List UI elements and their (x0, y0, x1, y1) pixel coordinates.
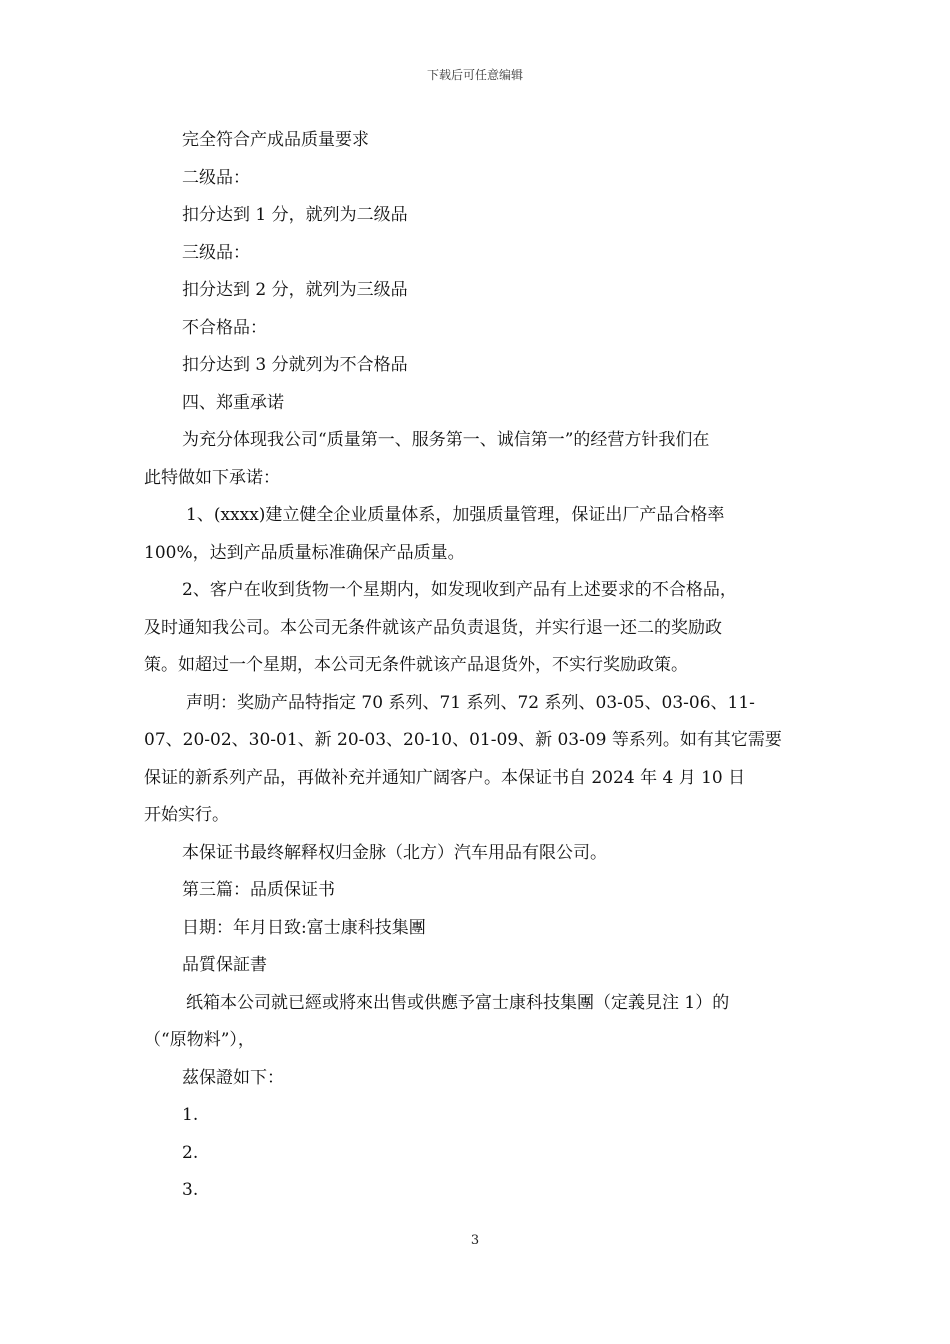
paragraph-line: 2、客户在收到货物一个星期内，如发现收到产品有上述要求的不合格品， (182, 580, 737, 600)
page-header-note: 下载后可任意编辑 (426, 68, 523, 82)
section-heading: 第三篇：品质保证书 (182, 880, 335, 900)
paragraph-line: 声明：奖励产品特指定 70 系列、71 系列、72 系列、03-05、03-06、11- (186, 692, 755, 713)
list-item: 1. (182, 1105, 199, 1125)
paragraph-line: 策。如超过一个星期，本公司无条件就该产品退货外，不实行奖励政策。 (144, 655, 688, 675)
section-heading: 品質保証書 (182, 955, 267, 975)
document-body (144, 122, 810, 1210)
paragraph-line: 完全符合产成品质量要求 (182, 130, 369, 150)
section-heading: 四、郑重承诺 (182, 392, 284, 413)
paragraph-line: （“原物料”）， (144, 1030, 255, 1050)
paragraph-line: 扣分达到 2 分，就列为三级品 (182, 280, 408, 300)
paragraph-line: 三级品： (182, 242, 250, 263)
list-item: 2. (182, 1142, 199, 1163)
list-item: 3. (182, 1180, 199, 1200)
paragraph-line: 本保证书最终解释权归金脉（北方）汽车用品有限公司。 (182, 842, 607, 863)
paragraph-line: 为充分体现我公司“质量第一、服务第一、诚信第一”的经营方针我们在 (182, 430, 710, 450)
paragraph-line: 1、(xxxx)建立健全企业质量体系，加强质量管理，保证出厂产品合格率 (186, 505, 725, 525)
paragraph-line: 不合格品： (182, 317, 267, 338)
paragraph-line: 此特做如下承诺： (144, 467, 280, 488)
paragraph-line: 及时通知我公司。本公司无条件就该产品负责退货，并实行退一还二的奖励政 (144, 617, 722, 638)
paragraph-line: 07、20-02、30-01、新 20-03、20-10、01-09、新 03-09 等系列。如有其它需要 (144, 730, 782, 750)
paragraph-line: 保证的新系列产品，再做补充并通知广阔客户。本保证书自 2024 年 4 月 10 日 (144, 767, 746, 788)
paragraph-line: 扣分达到 1 分，就列为二级品 (182, 205, 408, 225)
paragraph-line: 纸箱本公司就已經或將來出售或供應予富士康科技集團（定義見注 1）的 (186, 992, 730, 1013)
paragraph-line: 100%，达到产品质量标准确保产品质量。 (144, 542, 465, 563)
paragraph-line: 日期：年月日致:富士康科技集團 (182, 917, 426, 938)
paragraph-line: 开始实行。 (144, 805, 229, 825)
paragraph-line: 扣分达到 3 分就列为不合格品 (182, 355, 408, 375)
paragraph-line: 茲保證如下： (182, 1067, 284, 1088)
paragraph-line: 二级品： (182, 167, 250, 188)
page-number: 3 (470, 1233, 480, 1248)
